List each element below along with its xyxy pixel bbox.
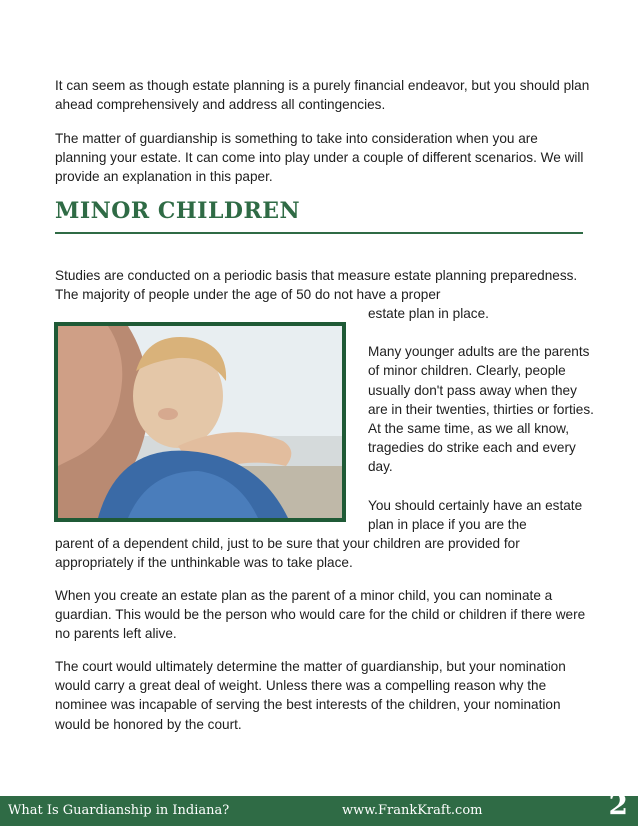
footer-website: www.FrankKraft.com bbox=[342, 803, 483, 818]
side-paragraph-2: Many younger adults are the parents of minor children. Clearly, people usually don't pass away when they are in their twenties, thirties or forties. At the same time, as we all know, tragedies do strike each and every day. bbox=[368, 344, 594, 475]
footer-title: What Is Guardianship in Indiana? bbox=[8, 803, 230, 818]
side-paragraph-1: estate plan in place. bbox=[368, 306, 489, 321]
intro-paragraph-2: The matter of guardianship is something to take into consideration when you are planning your estate. It can come into play under a couple of different scenarios. We will provide an explanation in this paper. bbox=[55, 131, 584, 185]
page-number: 2 bbox=[608, 788, 628, 821]
body-paragraph-1: Studies are conducted on a periodic basis that measure estate planning preparedness. The majority of people under the age of 50 do not have a proper bbox=[55, 268, 578, 303]
photo-illustration bbox=[58, 326, 342, 518]
heading-divider bbox=[55, 232, 583, 234]
body-paragraph-3: When you create an estate plan as the parent of a minor child, you can nominate a guardian. This would be the person who would care for the child or children if there were no parents left alive. bbox=[55, 588, 586, 642]
parent-child-photo bbox=[54, 322, 346, 522]
body-paragraph-4: The court would ultimately determine the matter of guardianship, but your nomination would carry a great deal of weight. Unless there was a compelling reason why the nominee was incapable of serving the best interests of the children, your nomination would be honored by the court. bbox=[55, 659, 566, 732]
body-paragraph-2: parent of a dependent child, just to be sure that your children are provided for appropriately if the unthinkable was to take place. bbox=[55, 536, 520, 571]
side-text-column bbox=[368, 304, 598, 534]
page-footer bbox=[0, 788, 638, 826]
section-heading: MINOR CHILDREN bbox=[55, 198, 301, 224]
side-paragraph-3: You should certainly have an estate plan in place if you are the bbox=[368, 497, 583, 532]
intro-paragraph-1: It can seem as though estate planning is a purely financial endeavor, but you should plan ahead comprehensively and address all contingencies. bbox=[55, 78, 590, 113]
